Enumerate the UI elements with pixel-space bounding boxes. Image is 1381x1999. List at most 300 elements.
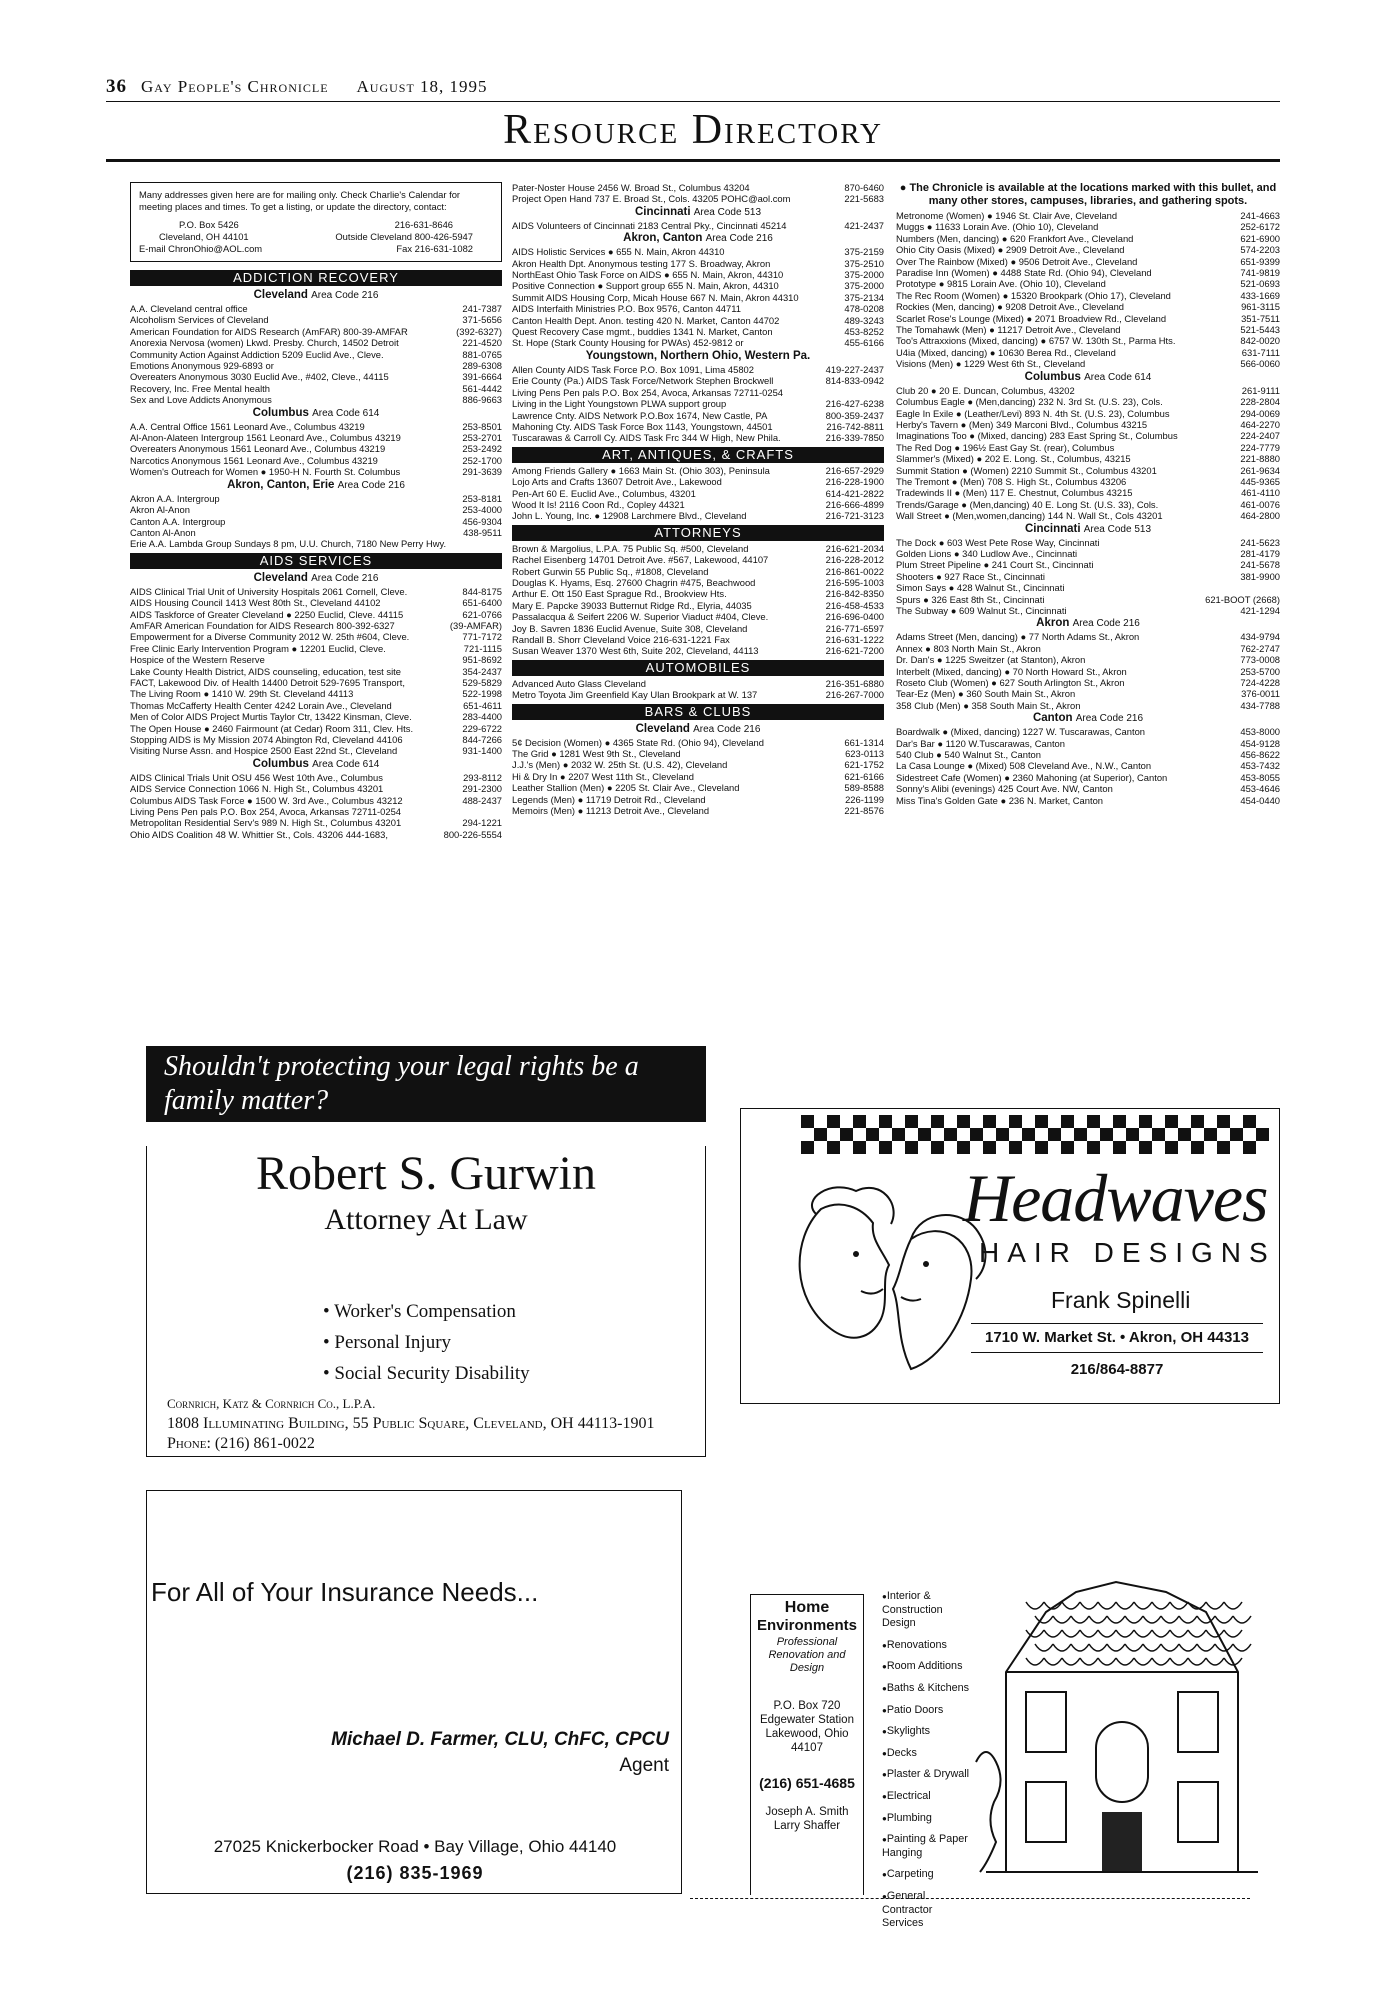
directory-listing [130, 666, 502, 677]
listing-phone: 433-1669 [1240, 289, 1280, 301]
listing-phone: 216-228-1900 [825, 476, 884, 488]
ad-gurwin-banner [146, 1046, 706, 1122]
listing-name: Muggs ● 11633 Lorain Ave. (Ohio 10), Cleveland [896, 221, 1099, 233]
area-code: Area Code 614 [1084, 371, 1152, 383]
listing-name: Canton Al-Anon [130, 526, 196, 538]
region-heading [512, 231, 884, 246]
listing-name: Over The Rainbow (Mixed) ● 9506 Detroit Ave., Cleveland [896, 255, 1138, 267]
ad-home-city: Lakewood, Ohio 44107 [765, 1728, 849, 1754]
chronicle-availability-note: ● The Chronicle is available at the locations marked with this bullet, and many other stores, campuses, libraries, and gathering spots. [899, 182, 1277, 207]
listing-phone: 216-657-2929 [825, 464, 884, 476]
directory-listing [130, 609, 502, 620]
listing-name: Living in the Light Youngstown PLWA support group [512, 398, 727, 410]
directory-listing [130, 711, 502, 722]
ad-home-service-label: Room Additions [886, 1660, 963, 1673]
listing-phone: 434-9794 [1240, 631, 1280, 643]
listing-phone: 293-8112 [463, 771, 502, 783]
ad-home-service-item [882, 1812, 974, 1826]
listing-phone: 589-8588 [844, 782, 884, 794]
region-heading [130, 571, 502, 586]
listing-name: Interbelt (Mixed, dancing) ● 70 North Howard St., Akron [896, 665, 1127, 677]
section-heading: AIDS SERVICES [130, 553, 502, 569]
listing-name: A.A. Cleveland central office [130, 303, 248, 314]
directory-listing [130, 421, 502, 432]
ad-home-info-box [750, 1594, 864, 1895]
directory-listing [130, 688, 502, 699]
listing-name: Canton A.A. Intergroup [130, 515, 226, 527]
directory-listing [130, 643, 502, 654]
listing-name: Akron Al-Anon [130, 504, 190, 516]
listing-name: The Living Room ● 1410 W. 29th St. Cleveland 44113 [130, 688, 354, 700]
listing-phone: 253-5700 [1240, 665, 1280, 677]
listing-phone: 800-226-5554 [443, 828, 502, 840]
directory-listing [896, 476, 1280, 487]
directory-listing [512, 577, 884, 588]
area-code: Area Code 216 [311, 572, 379, 584]
checker-square [1113, 1115, 1126, 1128]
directory-listing [896, 430, 1280, 441]
checker-square [1204, 1128, 1217, 1141]
listing-phone: 844-8175 [462, 585, 502, 597]
directory-listing [512, 611, 884, 622]
listing-phone: 241-7387 [462, 303, 502, 314]
listing-name: Allen County AIDS Task Force P.O. Box 1091, Lima 45802 [512, 363, 754, 375]
listing-name: Leather Stallion (Men) ● 2205 St. Clair Ave., Cleveland [512, 782, 740, 794]
directory-listing [512, 678, 884, 689]
listing-name: AIDS Housing Council 1413 West 80th St., Cleveland 44102 [130, 597, 381, 609]
listing-name: AIDS Interfaith Ministries P.O. Box 9576, Canton 44711 [512, 303, 741, 315]
listing-phone: 623-0113 [845, 748, 884, 760]
checker-square [1087, 1115, 1100, 1128]
directory-listing [896, 335, 1280, 346]
title-rule [106, 159, 1280, 162]
listing-phone: 631-7111 [1241, 346, 1280, 358]
listing-phone: 294-0069 [1240, 407, 1280, 419]
area-code: Area Code 513 [1083, 523, 1152, 535]
checker-square [1178, 1128, 1191, 1141]
listing-name: Mahoning Cty. AIDS Task Force Box 1143, Youngstown, 44501 [512, 420, 773, 432]
listing-name: Golden Lions ● 340 Ludlow Ave., Cincinnati [896, 547, 1078, 559]
listing-phone: 216-631-1222 [825, 634, 884, 645]
listing-name: Metropolitan Residential Serv's 989 N. High St., Columbus 43201 [130, 817, 402, 829]
directory-listing [896, 559, 1280, 570]
directory-listing [512, 782, 884, 793]
roof-scale [1080, 1602, 1098, 1609]
region-name: Cleveland [635, 722, 690, 735]
checker-square [983, 1141, 996, 1154]
roof-scale [1143, 1616, 1161, 1623]
directory-listing [512, 375, 884, 386]
bullet-icon: ● [882, 1748, 887, 1758]
listing-name: Community Action Against Addiction 5209 Euclid Ave., Cleve. [130, 348, 384, 360]
directory-listing [512, 759, 884, 770]
listing-phone: 661-1314 [844, 736, 884, 748]
listing-phone: 842-0020 [1240, 335, 1280, 347]
checker-square [957, 1115, 970, 1128]
checker-square [840, 1128, 853, 1141]
checker-square [1165, 1141, 1178, 1154]
listing-phone: 253-8501 [462, 420, 502, 432]
ad-home-service-label: Skylights [886, 1725, 931, 1738]
roof-scale [1206, 1630, 1224, 1637]
listing-name: Among Friends Gallery ● 1663 Main St. (Ohio 303), Peninsula [512, 464, 770, 476]
listing-name: Robert Gurwin 55 Public Sq., #1808, Cleveland [512, 565, 709, 577]
listing-name: Lojo Arts and Crafts 13607 Detroit Ave., Lakewood [512, 476, 722, 488]
directory-listing [130, 745, 502, 756]
listing-name: Roseto Club (Women) ● 627 South Arlington St., Akron [896, 677, 1125, 689]
listing-name: Lawrence Cnty. AIDS Network P.O.Box 1674, New Castle, PA [512, 409, 768, 421]
roof-scale [1152, 1658, 1170, 1665]
bullet-icon: ● [882, 1640, 887, 1650]
directory-listing [896, 396, 1280, 407]
listing-phone: 216-621-7200 [825, 645, 884, 657]
directory-listing [512, 510, 884, 521]
ad-gurwin-banner-line1: Shouldn't protecting your legal rights be a [164, 1051, 639, 1082]
listing-name: St. Hope (Stark County Housing for PWAs) 452-9812 or [512, 337, 744, 349]
listing-name: Project Open Hand 737 E. Broad St., Cols. 43205 POHC@aol.com [512, 193, 791, 205]
listing-name: Pater-Noster House 2456 W. Broad St., Columbus 43204 [512, 182, 750, 193]
directory-listing [130, 677, 502, 688]
listing-phone: 216-696-0400 [825, 611, 884, 623]
directory-listing [512, 476, 884, 487]
checker-square [1009, 1115, 1022, 1128]
ad-insurance-headline: For All of Your Insurance Needs... [151, 1577, 539, 1607]
directory-listing [512, 794, 884, 805]
listing-name: Narcotics Anonymous 1561 Leonard Ave., Columbus 43219 [130, 454, 378, 466]
ad-headwaves-logo: Headwaves [963, 1160, 1268, 1236]
listing-phone: 951-8692 [462, 654, 502, 666]
checker-square [1243, 1141, 1256, 1154]
roof-scale [1125, 1616, 1143, 1623]
ad-home-po-box: P.O. Box 720 [773, 1700, 841, 1712]
listing-phone: 226-1199 [845, 793, 884, 805]
listing-name: Rockies (Men, dancing) ● 9208 Detroit Ave., Cleveland [896, 301, 1125, 313]
directory-listing [512, 421, 884, 432]
listing-name: Club 20 ● 20 E. Duncan, Columbus, 43202 [896, 384, 1075, 396]
checker-square [1139, 1115, 1152, 1128]
listing-phone: 421-2437 [844, 219, 884, 231]
directory-listing [896, 442, 1280, 453]
listing-name: Too's Attraxxions (Mixed, dancing) ● 6757 W. 130th St., Parma Hts. [896, 335, 1176, 347]
ad-home-subtitle: Professional Renovation and Design [768, 1636, 846, 1674]
listing-name: Eagle In Exile ● (Leather/Levi) 893 N. 4th St. (U.S. 23), Columbus [896, 407, 1170, 419]
ad-home-dashed-border [690, 1898, 1250, 1899]
listing-phone: 283-4400 [462, 711, 502, 723]
directory-listing [512, 645, 884, 656]
listing-phone: 453-7432 [1240, 760, 1280, 772]
listing-phone: 281-4179 [1240, 547, 1280, 559]
listing-phone: 621-6900 [1240, 232, 1280, 244]
listing-phone: 421-1294 [1240, 605, 1280, 616]
listing-name: Imaginations Too ● (Mixed, dancing) 283 East Spring St., Columbus [896, 430, 1178, 442]
roof-scale [1062, 1630, 1080, 1637]
roof-scale [1170, 1630, 1188, 1637]
directory-listing [130, 349, 502, 360]
roof-scale [1107, 1616, 1125, 1623]
listing-name: Summit AIDS Housing Corp, Micah House 667 N. Main, Akron 44310 [512, 291, 799, 303]
checker-square [905, 1115, 918, 1128]
listing-phone: 621-0766 [462, 608, 502, 620]
listing-name: Tear-Ez (Men) ● 360 South Main St., Akron [896, 688, 1076, 700]
directory-listing [130, 455, 502, 466]
listing-name: Paradise Inn (Women) ● 4488 State Rd. (Ohio 94), Cleveland [896, 267, 1152, 279]
roof-scale [1089, 1616, 1107, 1623]
directory-listing [130, 314, 502, 325]
listing-name: Dar's Bar ● 1120 W.Tuscarawas, Canton [896, 737, 1065, 749]
ad-gurwin-bullet-2: • Personal Injury [323, 1332, 452, 1353]
directory-listing [512, 566, 884, 577]
listing-name: AIDS Clinical Trial Unit of University Hospitals 2061 Cornell, Cleve. [130, 585, 408, 597]
roof-scale [1080, 1630, 1098, 1637]
region-name: Akron, Canton [623, 232, 703, 245]
directory-listing [130, 337, 502, 348]
checker-square [1048, 1128, 1061, 1141]
region-heading [130, 478, 502, 493]
listing-name: Canton Health Dept. Anon. testing 420 N. Market, Canton 44702 [512, 314, 780, 326]
checker-square [1061, 1141, 1074, 1154]
ad-gurwin-bullet-3: • Social Security Disability [323, 1363, 530, 1384]
directory-listing [512, 432, 884, 443]
checker-square [892, 1128, 905, 1141]
directory-listing [512, 634, 884, 645]
listing-phone: 621-1752 [844, 759, 884, 771]
checker-square [1152, 1128, 1165, 1141]
directory-listing [896, 499, 1280, 510]
roof-scale [1206, 1658, 1224, 1665]
intro-po-box: P.O. Box 5426 [179, 219, 239, 230]
ad-home-person1: Joseph A. Smith [765, 1806, 849, 1818]
directory-listing [896, 548, 1280, 559]
listing-name: Prototype ● 9815 Lorain Ave. (Ohio 10), Cleveland [896, 278, 1106, 290]
roof-scale [1116, 1658, 1134, 1665]
ad-insurance-phone: (216) 835-1969 [346, 1863, 484, 1883]
directory-listing [896, 465, 1280, 476]
listing-phone: 216-267-7000 [825, 689, 884, 701]
listing-phone: 478-0208 [844, 303, 884, 315]
listing-name: 358 Club (Men) ● 358 South Main St., Akron [896, 699, 1081, 711]
checker-square [827, 1115, 840, 1128]
area-code: Area Code 216 [693, 723, 761, 735]
roof-scale [1098, 1658, 1116, 1665]
directory-listing [896, 487, 1280, 498]
listing-name: Free Clinic Early Intervention Program ● 12201 Euclid, Cleve. [130, 642, 386, 654]
region-heading [512, 349, 884, 364]
roof-scale [1179, 1616, 1197, 1623]
checker-square [1113, 1141, 1126, 1154]
listing-phone: 461-0076 [1240, 498, 1280, 510]
area-code: Area Code 216 [337, 479, 405, 491]
ad-home-service-label: Patio Doors [886, 1703, 944, 1716]
listing-phone: 721-1115 [463, 642, 502, 654]
region-heading [512, 205, 884, 220]
listing-name: Erie A.A. Lambda Group Sundays 8 pm, U.U. Church, 7180 New Perry Hwy. [130, 538, 447, 550]
ad-home-service-item [882, 1833, 974, 1860]
directory-listing [896, 419, 1280, 430]
listing-phone: 253-2701 [462, 432, 502, 444]
directory-listing [512, 588, 884, 599]
listing-name: Passalacqua & Seifert 2206 W. Superior Viaduct #404, Cleve. [512, 611, 769, 623]
region-name: Cincinnati [634, 205, 691, 218]
directory-listing [130, 516, 502, 527]
directory-listing [512, 303, 884, 314]
listing-phone: 773-0008 [1240, 654, 1280, 666]
area-code: Area Code 614 [312, 758, 380, 770]
directory-listing [512, 280, 884, 291]
listing-name: Anorexia Nervosa (women) Lkwd. Presby. Church, 14502 Detroit [130, 337, 399, 349]
checker-square [1126, 1128, 1139, 1141]
ad-home-service-label: Plumbing [886, 1811, 932, 1824]
listing-phone: (39-AMFAR) [449, 619, 502, 631]
listing-phone: 800-359-2437 [825, 409, 884, 421]
intro-city: Cleveland, OH 44101 [159, 231, 249, 242]
listing-name: Empowerment for a Diverse Community 2012 W. 25th #604, Cleve. [130, 631, 410, 643]
section-heading: ART, ANTIQUES, & CRAFTS [512, 447, 884, 463]
roof-scale [1089, 1644, 1107, 1651]
listing-phone: 228-2804 [1240, 396, 1280, 408]
listing-phone: 651-4611 [463, 699, 502, 711]
directory-listing [512, 600, 884, 611]
listing-name: Sonny's Alibi (evenings) 425 Court Ave. NW, Canton [896, 783, 1113, 795]
listing-phone: 261-9634 [1240, 464, 1280, 476]
listing-phone: 351-7511 [1241, 312, 1280, 324]
listing-name: Miss Tina's Golden Gate ● 236 N. Market, Canton [896, 794, 1104, 806]
listing-phone: 216-228-2012 [825, 554, 884, 566]
roof-scale [1152, 1602, 1170, 1609]
roof-scale [1134, 1630, 1152, 1637]
directory-listing [130, 371, 502, 382]
listing-phone: 419-227-2437 [825, 363, 884, 375]
listing-phone: 381-9900 [1240, 570, 1280, 582]
ad-home-services-list [882, 1590, 974, 1939]
checker-square [827, 1141, 840, 1154]
directory-listing [512, 689, 884, 700]
page-header [106, 76, 516, 98]
directory-listing [512, 292, 884, 303]
section-heading: AUTOMOBILES [512, 660, 884, 676]
area-code: Area Code 216 [1075, 713, 1144, 725]
listing-name: Randall B. Shorr Cleveland Voice 216-631-1221 Fax [512, 634, 730, 645]
listing-name: Adams Street (Men, dancing) ● 77 North Adams St., Akron [896, 631, 1140, 643]
bullet-icon: ● [882, 1705, 887, 1715]
checker-square [853, 1115, 866, 1128]
directory-listing [130, 443, 502, 454]
listing-phone: 574-2203 [1240, 244, 1280, 256]
roof-scale [1071, 1616, 1089, 1623]
directory-listing [512, 554, 884, 565]
ad-home-service-item [882, 1660, 974, 1674]
directory-listing [896, 233, 1280, 244]
checker-square [970, 1128, 983, 1141]
roof-scale [1062, 1658, 1080, 1665]
listing-phone: 376-0011 [1241, 688, 1280, 700]
ad-home-service-item [882, 1590, 974, 1631]
roof-scale [1179, 1644, 1197, 1651]
listing-name: Susan Weaver 1370 West 6th, Suite 202, Cleveland, 44113 [512, 645, 759, 657]
ad-insurance-role: Agent [619, 1755, 669, 1776]
intro-fax: Fax 216-631-1082 [396, 243, 473, 254]
directory-listing [896, 324, 1280, 335]
directory-listing [896, 605, 1280, 616]
ad-home-service-item [882, 1868, 974, 1882]
ad-home-phone: (216) 651-4685 [759, 1775, 855, 1791]
listing-phone: 289-6308 [462, 360, 502, 372]
section-heading: BARS & CLUBS [512, 704, 884, 720]
ad-headwaves-name: Frank Spinelli [1051, 1287, 1191, 1313]
directory-listing [130, 783, 502, 794]
listing-name: Visiting Nurse Assn. and Hospice 2500 East 22nd St., Cleveland [130, 745, 398, 757]
listing-phone: 375-2134 [844, 291, 884, 303]
listing-name: Annex ● 803 North Main St., Akron [896, 642, 1041, 654]
listing-name: Columbus Eagle ● (Men,dancing) 232 N. 3rd St. (U.S. 23), Cols. [896, 396, 1163, 408]
listing-phone: 216-771-6597 [825, 622, 884, 634]
header-rule [106, 101, 1280, 102]
listing-phone: 844-7266 [462, 734, 502, 745]
region-heading [896, 616, 1280, 631]
roof-scale [1143, 1644, 1161, 1651]
directory-listing [512, 387, 884, 398]
listing-name: The Open House ● 2460 Fairmount (at Cedar) Room 311, Clev. Hts. [130, 722, 414, 734]
listing-phone: 724-4228 [1240, 677, 1280, 689]
listing-phone: 216-427-6238 [825, 398, 884, 410]
listing-phone: 621-BOOT (2668) [1205, 593, 1280, 605]
region-heading [130, 406, 502, 421]
directory-listing [130, 303, 502, 314]
intro-outside-phone: Outside Cleveland 800-426-5947 [335, 231, 473, 242]
roof-scale [1107, 1644, 1125, 1651]
listing-name: Living Pens Pen pals P.O. Box 254, Avoca, Arkansas 72711-0254 [130, 806, 402, 818]
roof-scale [1035, 1616, 1053, 1623]
directory-listing [130, 527, 502, 538]
bullet-icon: ● [882, 1727, 887, 1737]
listing-name: AIDS Taskforce of Greater Cleveland ● 2250 Euclid, Cleve. 44115 [130, 608, 404, 620]
roof-scale [1170, 1658, 1188, 1665]
region-heading [130, 288, 502, 303]
directory-listing [896, 510, 1280, 521]
listing-name: Thomas McCafferty Health Center 4242 Lorain Ave., Cleveland [130, 699, 392, 711]
directory-listing [896, 210, 1280, 221]
directory-listing [896, 267, 1280, 278]
directory-listing [512, 488, 884, 499]
checker-border-icon [741, 1115, 1279, 1161]
bullet-icon: ● [882, 1770, 887, 1780]
listing-phone: 454-0440 [1240, 794, 1280, 806]
listing-phone: 521-5443 [1240, 324, 1280, 336]
roof-scale [1233, 1644, 1251, 1651]
listing-phone: 224-2407 [1240, 430, 1280, 442]
directory-listing [896, 571, 1280, 582]
directory-listing [130, 772, 502, 783]
roof-scale [1053, 1616, 1071, 1623]
checker-square [801, 1141, 814, 1154]
roof-scale [1134, 1658, 1152, 1665]
listing-name: Emotions Anonymous 929-6893 or [130, 360, 274, 372]
listing-phone: 354-2437 [462, 665, 502, 677]
listing-phone: 886-9663 [462, 394, 502, 406]
checker-square [1217, 1115, 1230, 1128]
listing-name: Joy B. Savren 1836 Euclid Avenue, Suite 308, Cleveland [512, 622, 748, 634]
ad-insurance [146, 1490, 682, 1894]
region-name: Akron, Canton, Erie [227, 478, 335, 491]
directory-listing [130, 620, 502, 631]
listing-phone: 216-621-2034 [825, 542, 884, 554]
listing-phone: 291-3639 [462, 466, 502, 478]
ad-headwaves-address: 1710 W. Market St. • Akron, OH 44313 [971, 1323, 1263, 1353]
region-name: Akron [1036, 617, 1070, 630]
checker-square [1035, 1141, 1048, 1154]
roof-scale [1098, 1630, 1116, 1637]
checker-square [879, 1115, 892, 1128]
listing-phone: 216-721-3123 [825, 510, 884, 522]
